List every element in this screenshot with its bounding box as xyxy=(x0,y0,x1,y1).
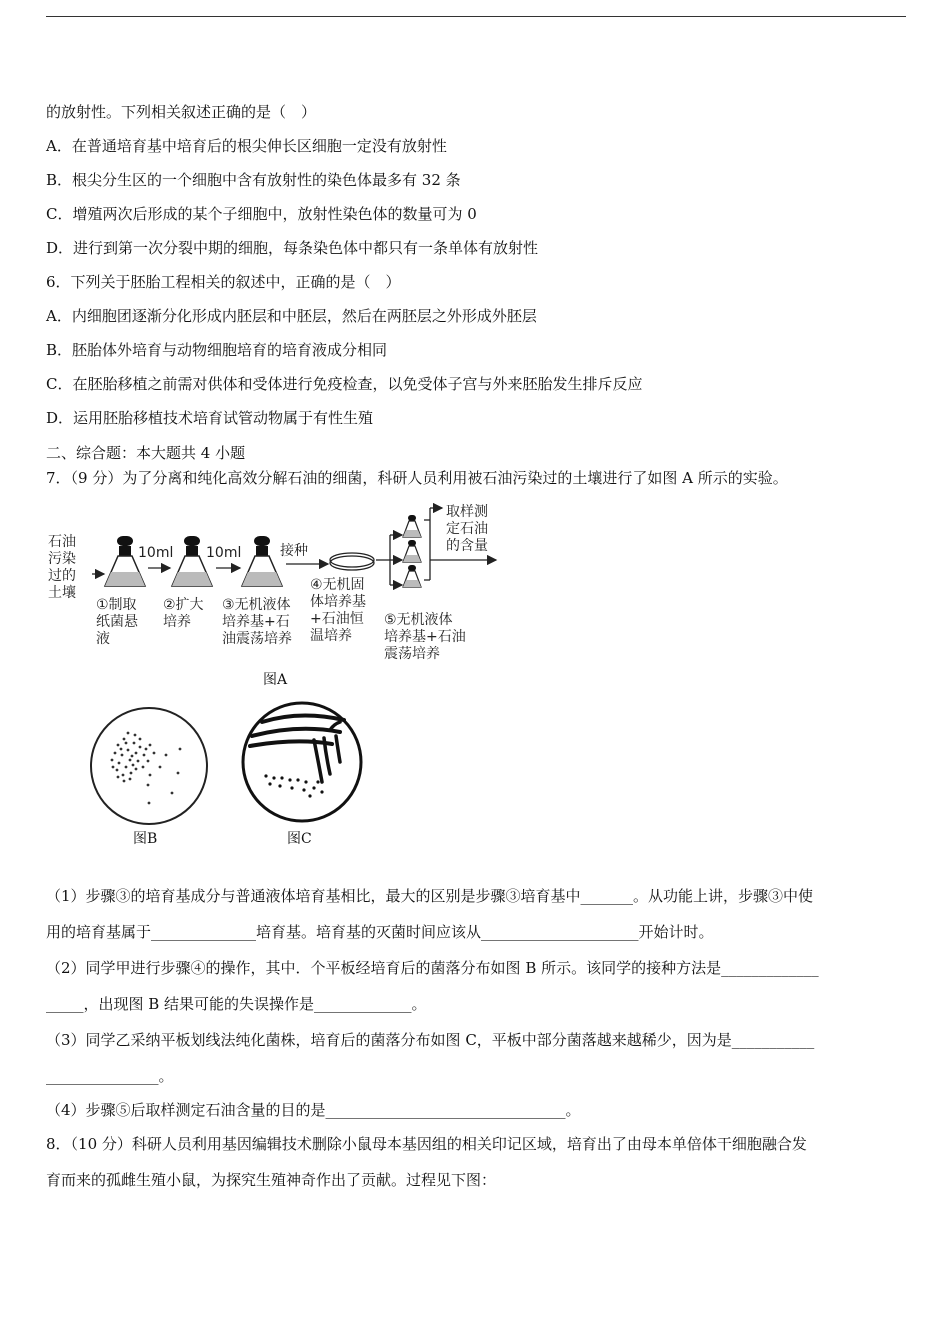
option-d: D．进行到第一次分裂中期的细胞，每条染色体中都只有一条单体有放射性 xyxy=(46,239,539,257)
question-7-3-cont: _______________。 xyxy=(46,1067,174,1085)
flask-icon xyxy=(403,540,421,562)
question-7-1-cont: 用的培育基属于______________培育基。培育基的灭菌时间应该从_____________________开始计时。 xyxy=(46,923,714,941)
question-7-4: （4）步骤⑤后取样测定石油含量的目的是________________________________。 xyxy=(46,1101,581,1119)
flask-icon xyxy=(403,565,421,587)
option-b: B．胚胎体外培育与动物细胞培育的培育液成分相同 xyxy=(46,341,388,359)
soil-label: 石油 污染 过的 土壤 xyxy=(48,534,76,601)
option-a: A．内细胞团逐渐分化形成内胚层和中胚层，然后在两胚层之外形成外胚层 xyxy=(46,307,537,325)
figure-c-caption: 图C xyxy=(287,831,312,847)
question-6: 6．下列关于胚胎工程相关的叙述中，正确的是（ ） xyxy=(46,273,401,291)
text-line: 的放射性。下列相关叙述正确的是（ ） xyxy=(46,103,317,121)
flask-icon xyxy=(403,515,421,537)
question-7-2: （2）同学甲进行步骤④的操作，其中．个平板经培育后的菌落分布如图 B 所示。该同学的接种方法是_____________ xyxy=(46,959,819,977)
question-8-cont: 育而来的孤雌生殖小鼠，为探究生殖神奇作出了贡献。过程见下图： xyxy=(46,1171,497,1189)
petri-dish-icon xyxy=(330,553,374,570)
option-b: B．根尖分生区的一个细胞中含有放射性的染色体最多有 32 条 xyxy=(46,171,461,189)
arrow-label: 10ml xyxy=(206,545,242,561)
question-7-2-cont: _____，出现图 B 结果可能的失误操作是_____________。 xyxy=(46,995,427,1013)
question-8: 8．（10 分）科研人员利用基因编辑技术删除小鼠母本基因组的相关印记区域，培育出了由母本单倍体干细胞融合发 xyxy=(46,1135,807,1153)
step-1-label: ①制取 纸菌悬 液 xyxy=(96,597,138,647)
question-7-3: （3）同学乙采纳平板划线法纯化菌株，培育后的菌落分布如图 C，平板中部分菌落越来越稀少，因为是___________ xyxy=(46,1031,815,1049)
section-heading: 二、综合题：本大题共 4 小题 xyxy=(46,444,246,462)
header-rule xyxy=(46,16,906,17)
question-7-1: （1）步骤③的培育基成分与普通液体培育基相比，最大的区别是步骤③培育基中_______。从功能上讲，步骤③中使 xyxy=(46,887,814,905)
step-2-label: ②扩大 培养 xyxy=(163,597,204,630)
step-5-label: ⑤无机液体 培养基+石油 震荡培养 xyxy=(384,612,466,662)
figure-a-caption: 图A xyxy=(263,672,288,688)
option-d: D．运用胚胎移植技术培育试管动物属于有性生殖 xyxy=(46,409,374,427)
option-c: C．增殖两次后形成的某个子细胞中，放射性染色体的数量可为 0 xyxy=(46,205,477,223)
figure-c-plate xyxy=(240,700,364,824)
arrow-label: 10ml xyxy=(138,545,174,561)
question-7: 7．（9 分）为了分离和纯化高效分解石油的细菌，科研人员利用被石油污染过的土壤进行了如图 A 所示的实验。 xyxy=(46,469,788,487)
sample-label: 取样测 定石油 的含量 xyxy=(446,504,488,554)
step-4-label: ④无机固 体培养基 +石油恒 温培养 xyxy=(310,577,366,644)
step-3-label: ③无机液体 培养基+石 油震荡培养 xyxy=(222,597,292,647)
option-a: A．在普通培育基中培育后的根尖伸长区细胞一定没有放射性 xyxy=(46,137,447,155)
figure-b-plate xyxy=(88,705,210,827)
option-c: C．在胚胎移植之前需对供体和受体进行免疫检查，以免受体子宫与外来胚胎发生排斥反应 xyxy=(46,375,643,393)
figure-b-caption: 图B xyxy=(133,831,158,847)
flask-icon xyxy=(242,536,282,586)
arrow-label: 接种 xyxy=(280,543,308,559)
